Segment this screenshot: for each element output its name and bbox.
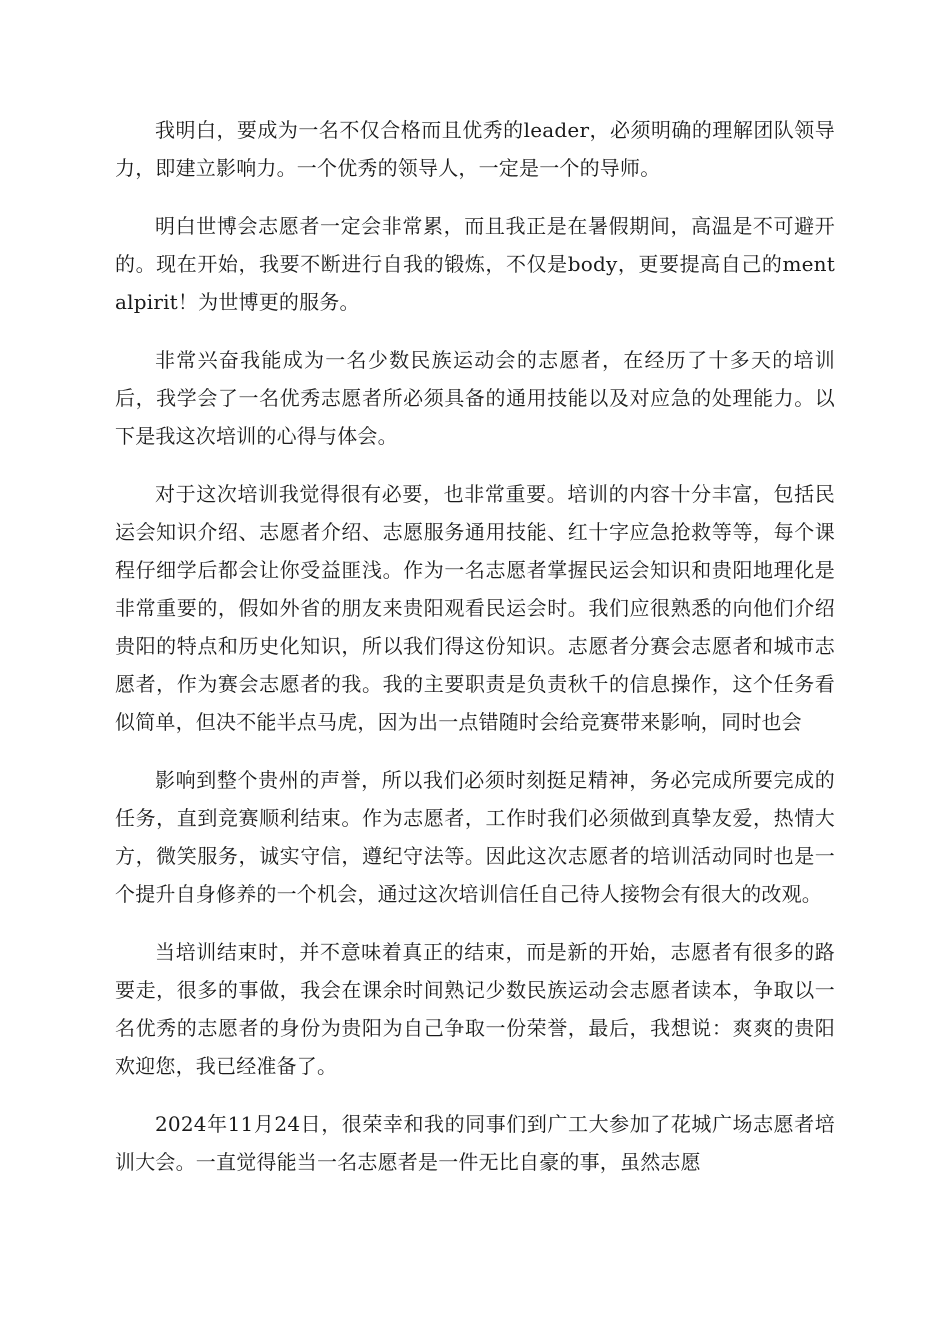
paragraph: 非常兴奋我能成为一名少数民族运动会的志愿者，在经历了十多天的培训后，我学会了一名优秀志愿者所必须具备的通用技能以及对应急的处理能力。以下是我这次培训的心得与体会。 <box>115 348 835 448</box>
paragraph: 影响到整个贵州的声誉，所以我们必须时刻挺足精神，务必完成所要完成的任务，直到竞赛顺利结束。作为志愿者，工作时我们必须做到真挚友爱，热情大方，微笑服务，诚实守信，遵纪守法等。因此这次志愿者的培训活动同时也是一个提升自身修养的一个机会，通过这次培训信任自己待人接物会有很大的改观。 <box>115 768 835 906</box>
paragraph: 2024年11月24日，很荣幸和我的同事们到广工大参加了花城广场志愿者培训大会。一直觉得能当一名志愿者是一件无比自豪的事，虽然志愿 <box>115 1112 835 1174</box>
paragraph: 明白世博会志愿者一定会非常累，而且我正是在暑假期间，高温是不可避开的。现在开始，我要不断进行自我的锻炼，不仅是body，更要提高自己的mentalpirit！为世博更的服务。 <box>115 214 835 314</box>
paragraph: 对于这次培训我觉得很有必要，也非常重要。培训的内容十分丰富，包括民运会知识介绍、志愿者介绍、志愿服务通用技能、红十字应急抢救等等，每个课程仔细学后都会让你受益匪浅。作为一名志愿者掌握民运会知识和贵阳地理化是非常重要的，假如外省的朋友来贵阳观看民运会时。我们应很熟悉的向他们介绍贵阳的特点和历史化知识，所以我们得这份知识。志愿者分赛会志愿者和城市志愿者，作为赛会志愿者的我。我的主要职责是负责秋千的信息操作，这个任务看似简单，但决不能半点马虎，因为出一点错随时会给竞赛带来影响，同时也会 <box>115 482 835 734</box>
document-body <box>115 111 835 1201</box>
paragraph: 当培训结束时，并不意味着真正的结束，而是新的开始，志愿者有很多的路要走，很多的事做，我会在课余时间熟记少数民族运动会志愿者读本，争取以一名优秀的志愿者的身份为贵阳为自己争取一份荣誉，最后，我想说：爽爽的贵阳欢迎您，我已经准备了。 <box>115 940 835 1078</box>
paragraph: 我明白，要成为一名不仅合格而且优秀的leader，必须明确的理解团队领导力，即建立影响力。一个优秀的领导人，一定是一个的导师。 <box>115 118 835 180</box>
